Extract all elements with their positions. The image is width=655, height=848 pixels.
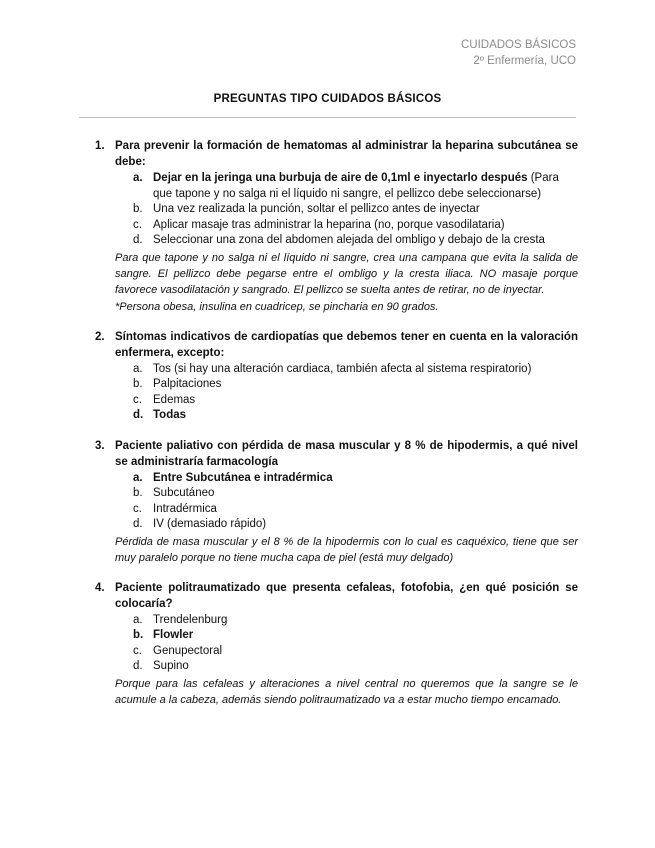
option-b [133,486,578,502]
questions-list [95,138,578,722]
explanation-note: Pérdida de masa muscular y el 8 % de la hipodermis con lo cual es caquéxico, tiene que ser muy paralelo porque no tiene mucha capa de piel (está muy delgado) [115,535,578,564]
option-letter: b. [133,487,143,499]
question-2 [95,329,578,424]
option-letter: d. [133,660,143,672]
option-letter: a. [133,172,143,184]
option-letter: c. [133,393,142,406]
question-text: Síntomas indicativos de cardiopatías que debemos tener en cuenta en la valoración enfermera, excepto: [115,330,578,359]
options-list [133,471,578,533]
option-c [133,502,578,518]
option-text: Tos (si hay una alteración cardiaca, también afecta al sistema respiratorio) [153,362,532,375]
option-text: Supino [153,660,189,672]
option-letter: a. [133,362,143,375]
option-letter: c. [133,502,142,515]
option-letter: d. [133,234,143,246]
option-b [133,202,578,218]
option-letter: c. [133,218,142,231]
option-a [133,471,578,487]
option-d [133,408,578,424]
option-d [133,233,578,249]
option-text: Palpitaciones [153,378,222,390]
option-letter: b. [133,203,143,215]
option-text: Intradérmica [153,502,217,515]
options-list [133,171,578,249]
option-d [133,659,578,675]
document-header [461,37,576,69]
option-text-correct: Todas [153,409,187,421]
option-a [133,171,578,202]
option-c [133,218,578,234]
title-divider [79,117,576,118]
option-text-correct: Entre Subcutánea e intradérmica [153,471,333,484]
option-a [133,613,578,629]
header-subject: CUIDADOS BÁSICOS [460,39,576,51]
option-letter: a. [133,613,143,626]
explanation-note: *Persona obesa, insulina en cuadricep, se pincharia en 90 grados. [115,300,439,313]
option-letter: c. [133,644,142,657]
question-text: Paciente paliativo con pérdida de masa muscular y 8 % de hipodermis, a qué nivel se administraría farmacología [115,439,578,468]
option-text: Edemas [153,393,196,406]
question-4 [95,580,578,708]
question-number: 1. [95,140,105,152]
option-text: Aplicar masaje tras administrar la heparina (no, porque vasodilataria) [153,218,505,231]
option-text-correct: Dejar en la jeringa una burbuja de aire de 0,1ml e inyectarlo después [153,172,528,184]
option-a [133,362,578,378]
options-list [133,362,578,424]
option-c [133,393,578,409]
question-1 [95,138,578,315]
option-d [133,517,578,533]
option-text: Una vez realizada la punción, soltar el pellizco antes de inyectar [153,203,480,215]
option-explanation: (Para que tapone y no salga ni el líquido ni sangre, el pellizco debe seleccionarse) [153,172,559,200]
option-letter: d. [133,518,143,530]
option-text: IV (demasiado rápido) [153,518,267,530]
header-course: 2º Enfermería, UCO [473,55,576,67]
option-letter: d. [133,409,144,421]
question-text: Para prevenir la formación de hematomas al administrar la heparina subcutánea se debe: [115,140,578,168]
question-number: 3. [95,439,105,452]
options-list [133,613,578,675]
option-text: Trendelenburg [153,613,228,626]
question-number: 4. [95,581,105,594]
question-3 [95,438,578,566]
explanation-note: Porque para las cefaleas y alteraciones a nivel central no queremos que la sangre se le acumule a la cabeza, además siendo politraumatizado va a estar mucho tiempo encamado. [115,677,578,706]
option-c [133,644,578,660]
option-text: Subcutáneo [153,487,215,499]
option-text-correct: Flowler [153,629,194,641]
option-b [133,628,578,644]
page-title: PREGUNTAS TIPO CUIDADOS BÁSICOS [213,93,442,105]
option-letter: a. [133,471,143,484]
question-text: Paciente politraumatizado que presenta cefaleas, fotofobia, ¿en qué posición se colocaría? [115,581,578,610]
question-number: 2. [95,330,105,343]
option-text: Genupectoral [153,644,223,657]
option-text: Seleccionar una zona del abdomen alejada del ombligo y debajo de la cresta [153,234,545,246]
explanation-note: Para que tapone y no salga ni el líquido ni sangre, crea una campana que evita la salida de sangre. El pellizco debe pegarse entre el ombligo y la cresta iliaca. NO masaje porque favorece vasodilatación y sangrado. El pellizco se suelta antes de retirar, no de inyectar. [115,251,578,296]
option-b [133,377,578,393]
option-letter: b. [133,378,143,390]
option-letter: b. [133,629,144,641]
